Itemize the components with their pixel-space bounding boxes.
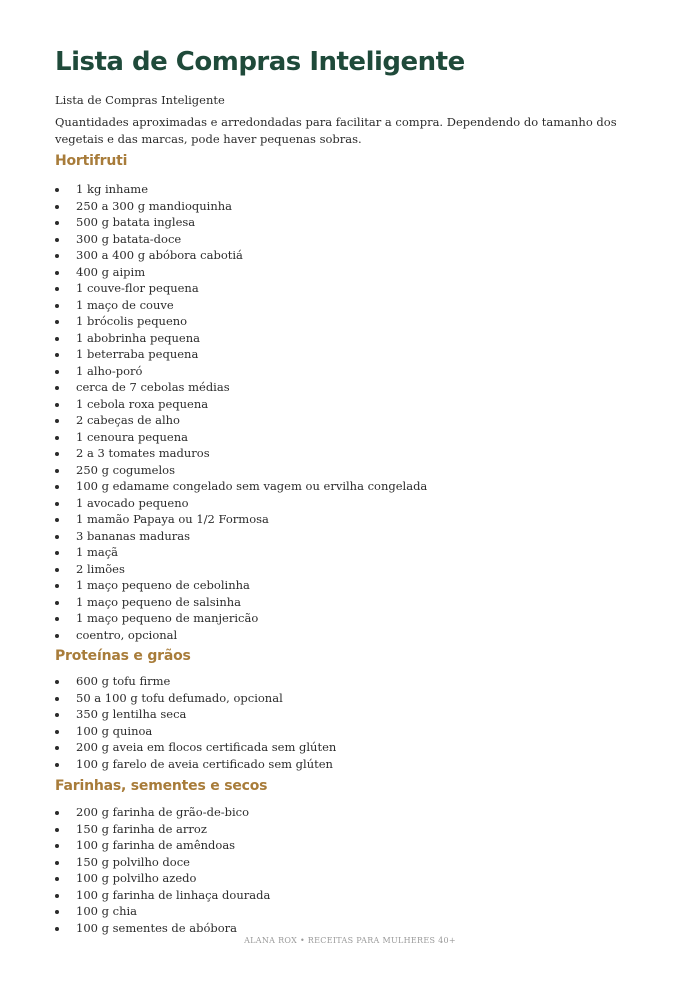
- list-item: [55, 231, 645, 248]
- list-item: [55, 462, 645, 479]
- list-item: [55, 478, 645, 495]
- bullet-icon: [55, 568, 59, 572]
- bullet-icon: [55, 680, 59, 684]
- list-item: [55, 903, 645, 920]
- bullet-icon: [55, 485, 59, 489]
- list-item: [55, 610, 645, 627]
- list-item-text: 1 maço pequeno de cebolinha: [76, 578, 250, 592]
- bullet-icon: [55, 320, 59, 324]
- list-item: [55, 821, 645, 838]
- bullet-icon: [55, 304, 59, 308]
- bullet-icon: [55, 518, 59, 522]
- list-item-text: 100 g farinha de linhaça dourada: [76, 887, 271, 902]
- bullet-icon: [55, 584, 59, 588]
- bullet-icon: [55, 828, 59, 832]
- bullet-icon: [55, 403, 59, 407]
- bullet-icon: [55, 551, 59, 555]
- list-item-text: 300 g batata-doce: [76, 231, 182, 246]
- list-item: [55, 330, 645, 347]
- list-item: [55, 756, 645, 773]
- list-item-text: 100 g farelo de aveia certificado sem glúten: [76, 756, 333, 771]
- list-item: [55, 313, 645, 330]
- list-item-text: 1 brócolis pequeno: [76, 314, 188, 328]
- list-item-text: 400 g aipim: [76, 264, 146, 279]
- section-proteinas-e-graos: [55, 647, 645, 772]
- section-heading: Hortifruti: [55, 153, 128, 169]
- list-item: [55, 804, 645, 821]
- list-item: [55, 396, 645, 413]
- list-item: [55, 264, 645, 281]
- list-item: [55, 577, 645, 594]
- bullet-icon: [55, 238, 59, 242]
- bullet-icon: [55, 287, 59, 291]
- list-item: [55, 247, 645, 264]
- bullet-icon: [55, 436, 59, 440]
- list-item: [55, 627, 645, 644]
- bullet-icon: [55, 271, 59, 275]
- bullet-icon: [55, 697, 59, 701]
- list-item-text: 100 g sementes de abóbora: [76, 920, 238, 935]
- bullet-icon: [55, 254, 59, 258]
- list-item-text: 300 a 400 g abóbora cabotiá: [76, 248, 243, 262]
- shopping-list: [55, 673, 645, 772]
- bullet-icon: [55, 353, 59, 357]
- bullet-icon: [55, 894, 59, 898]
- list-item-text: 100 g edamame congelado sem vagem ou ervilha congelada: [76, 479, 428, 493]
- list-item-text: 1 cebola roxa pequena: [76, 396, 209, 411]
- list-item: [55, 739, 645, 756]
- bullet-icon: [55, 927, 59, 931]
- bullet-icon: [55, 370, 59, 374]
- section-hortifruti: [55, 152, 645, 643]
- list-item: [55, 544, 645, 561]
- list-item-text: 2 limões: [76, 561, 125, 576]
- bullet-icon: [55, 188, 59, 192]
- list-item-text: 1 abobrinha pequena: [76, 330, 200, 345]
- list-item: [55, 181, 645, 198]
- list-item-text: 1 avocado pequeno: [76, 495, 189, 510]
- list-item: [55, 511, 645, 528]
- list-item-text: 2 cabeças de alho: [76, 413, 180, 427]
- list-item-text: 1 beterraba pequena: [76, 347, 199, 361]
- list-item-text: 2 a 3 tomates maduros: [76, 446, 210, 460]
- list-item: [55, 280, 645, 297]
- list-item-text: 1 maçã: [76, 545, 119, 559]
- list-item-text: 1 maço pequeno de manjericão: [76, 611, 259, 625]
- bullet-icon: [55, 877, 59, 881]
- bullet-icon: [55, 634, 59, 638]
- list-item-text: 1 mamão Papaya ou 1/2 Formosa: [76, 512, 269, 526]
- shopping-list: [55, 804, 645, 936]
- list-item-text: 100 g quinoa: [76, 723, 153, 738]
- list-item: [55, 594, 645, 611]
- list-item-text: 250 a 300 g mandioquinha: [76, 198, 232, 213]
- list-item: [55, 363, 645, 380]
- bullet-icon: [55, 811, 59, 815]
- bullet-icon: [55, 452, 59, 456]
- list-item: [55, 690, 645, 707]
- list-item-text: 1 maço pequeno de salsinha: [76, 594, 241, 609]
- list-item-text: 200 g aveia em flocos certificada sem glúten: [76, 740, 337, 754]
- bullet-icon: [55, 910, 59, 914]
- list-item: [55, 673, 645, 690]
- bullet-icon: [55, 205, 59, 209]
- shopping-list: [55, 181, 645, 643]
- list-item-text: 100 g chia: [76, 904, 138, 918]
- list-item-text: 100 g polvilho azedo: [76, 871, 197, 885]
- list-item-text: 1 cenoura pequena: [76, 429, 188, 444]
- list-item: [55, 214, 645, 231]
- bullet-icon: [55, 469, 59, 473]
- intro-paragraph: Quantidades aproximadas e arredondadas para facilitar a compra. Dependendo do tamanho dos vegetais e das marcas, pode haver pequenas sobras.: [55, 115, 617, 146]
- bullet-icon: [55, 763, 59, 767]
- list-item-text: 1 kg inhame: [76, 182, 149, 196]
- list-item-text: 100 g farinha de amêndoas: [76, 838, 236, 852]
- list-item-text: coentro, opcional: [76, 627, 178, 642]
- list-item-text: 150 g polvilho doce: [76, 854, 190, 869]
- list-item-text: 350 g lentilha seca: [76, 707, 187, 721]
- list-item-text: 3 bananas maduras: [76, 528, 191, 543]
- list-item-text: 50 a 100 g tofu defumado, opcional: [76, 690, 283, 705]
- bullet-icon: [55, 221, 59, 225]
- bullet-icon: [55, 844, 59, 848]
- list-item: [55, 870, 645, 887]
- list-item-text: cerca de 7 cebolas médias: [76, 380, 230, 394]
- section-heading: Farinhas, sementes e secos: [55, 778, 268, 794]
- bullet-icon: [55, 861, 59, 865]
- bullet-icon: [55, 746, 59, 750]
- section-heading: Proteínas e grãos: [55, 648, 191, 664]
- page-footer: ALANA ROX • RECEITAS PARA MULHERES 40+: [244, 936, 456, 945]
- list-item-text: 1 alho-poró: [76, 363, 143, 378]
- bullet-icon: [55, 337, 59, 341]
- list-item: [55, 837, 645, 854]
- bullet-icon: [55, 601, 59, 605]
- bullet-icon: [55, 713, 59, 717]
- list-item: [55, 297, 645, 314]
- section-farinhas-sementes-e-secos: [55, 777, 645, 936]
- list-item: [55, 706, 645, 723]
- bullet-icon: [55, 502, 59, 506]
- subtitle: Lista de Compras Inteligente: [55, 93, 225, 107]
- bullet-icon: [55, 386, 59, 390]
- list-item-text: 200 g farinha de grão-de-bico: [76, 805, 250, 819]
- list-item: [55, 445, 645, 462]
- page-title: Lista de Compras Inteligente: [55, 47, 465, 77]
- list-item-text: 250 g cogumelos: [76, 462, 175, 477]
- list-item: [55, 920, 645, 937]
- list-item-text: 600 g tofu firme: [76, 674, 171, 688]
- list-item: [55, 412, 645, 429]
- list-item: [55, 346, 645, 363]
- list-item: [55, 854, 645, 871]
- bullet-icon: [55, 617, 59, 621]
- bullet-icon: [55, 419, 59, 423]
- list-item-text: 150 g farinha de arroz: [76, 821, 207, 836]
- list-item: [55, 561, 645, 578]
- list-item-text: 500 g batata inglesa: [76, 215, 196, 229]
- list-item-text: 1 couve-flor pequena: [76, 281, 199, 295]
- bullet-icon: [55, 730, 59, 734]
- list-item: [55, 379, 645, 396]
- bullet-icon: [55, 535, 59, 539]
- list-item: [55, 429, 645, 446]
- list-item: [55, 723, 645, 740]
- list-item: [55, 198, 645, 215]
- list-item: [55, 495, 645, 512]
- list-item-text: 1 maço de couve: [76, 297, 174, 312]
- list-item: [55, 528, 645, 545]
- list-item: [55, 887, 645, 904]
